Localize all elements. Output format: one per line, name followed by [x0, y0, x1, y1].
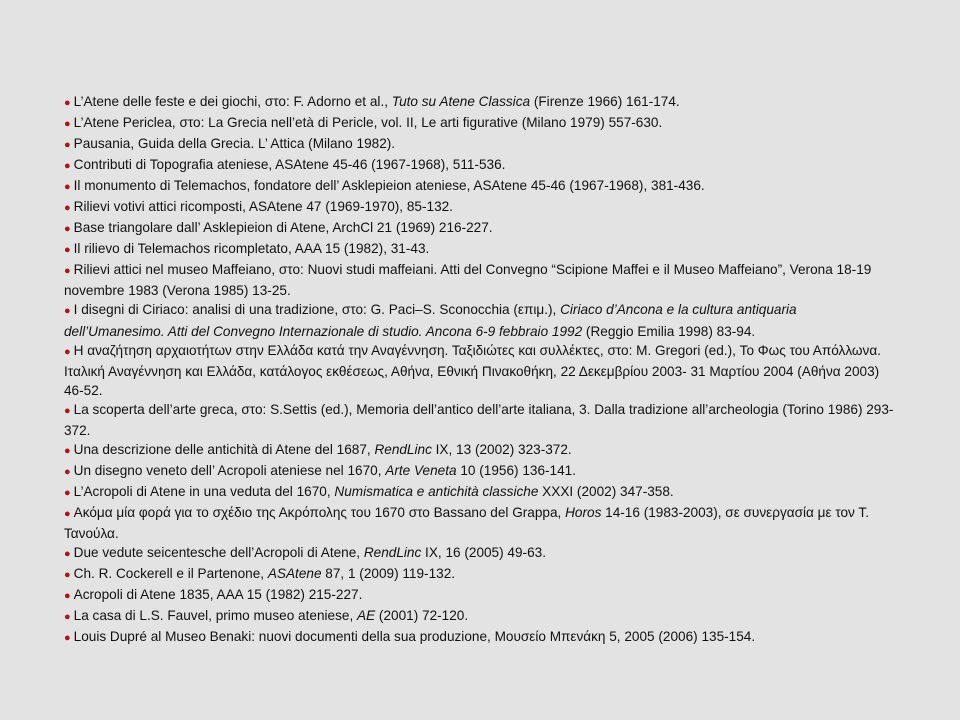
bullet-icon: ●: [64, 507, 71, 520]
entry-text: (Reggio Emilia 1998) 83-94.: [582, 323, 756, 339]
entry-text: Acropoli di Atene 1835, AAA 15 (1982) 215-227.: [73, 587, 363, 603]
entry-text: Contributi di Topografia ateniese, ASAtene 45-46 (1967-1968), 511-536.: [73, 157, 506, 173]
bibliography-entry: [64, 606, 900, 627]
bibliography-entry: [64, 239, 900, 260]
bullet-icon: ●: [64, 244, 71, 257]
bibliography-entry: [64, 627, 900, 648]
bullet-icon: ●: [64, 265, 71, 278]
entry-title-italic: AE: [357, 608, 376, 624]
bullet-icon: ●: [64, 139, 71, 152]
entry-text: Louis Dupré al Museo Benaki: nuovi documenti della sua produzione, Μουσείο Μπενάκη 5, 2005 (2006) 135-154.: [73, 629, 756, 645]
bullet-icon: ●: [64, 548, 71, 561]
bullet-icon: ●: [64, 611, 71, 624]
entry-text: Il rilievo di Telemachos ricompletato, AAA 15 (1982), 31-43.: [73, 241, 430, 257]
entry-text: La casa di L.S. Fauvel, primo museo ateniese,: [73, 608, 358, 624]
bibliography-entry: [64, 400, 900, 440]
bibliography-entry: [64, 176, 900, 197]
bibliography-entry: [64, 503, 900, 543]
entry-text: 87, 1 (2009) 119-132.: [321, 566, 456, 582]
bibliography-entry: [64, 134, 900, 155]
bullet-icon: ●: [64, 97, 71, 109]
entry-text: IX, 16 (2005) 49-63.: [421, 545, 546, 561]
bibliography-entry: [64, 585, 900, 606]
bullet-icon: ●: [64, 202, 71, 215]
entry-text: L’Atene delle feste e dei giochi, στο: F. Adorno et al.,: [73, 94, 392, 109]
entry-text: 14-16 (1983-2003), σε συνεργασία με τον Τ. Τανούλα.: [64, 504, 869, 541]
entry-text: L’Acropoli di Atene in una veduta del 1670,: [73, 483, 335, 499]
entry-text: XXXI (2002) 347-358.: [538, 483, 674, 499]
entry-text: Ch. R. Cockerell e il Partenone,: [73, 566, 268, 582]
entry-title-italic: Ciriaco d’Ancona e la cultura antiquaria dell’Umanesimo. Atti del Convegno Internazionale di studio. Ancona 6-9 febbraio 1992: [64, 302, 797, 339]
entry-title-italic: Tuto su Atene Classica: [391, 94, 531, 109]
bibliography-list: [64, 92, 900, 648]
bibliography-entry: [64, 197, 900, 218]
entry-text: 10 (1956) 136-141.: [456, 462, 576, 478]
bibliography-entry: [64, 155, 900, 176]
entry-title-italic: Arte Veneta: [385, 462, 457, 478]
entry-title-italic: RendLinc: [363, 545, 422, 561]
entry-text: Due vedute seicentesche dell’Acropoli di Atene,: [73, 545, 364, 561]
entry-text: Rilievi votivi attici ricomposti, ASAtene 47 (1969-1970), 85-132.: [73, 199, 453, 215]
bibliography-entry: [64, 461, 900, 482]
bullet-icon: ●: [64, 118, 71, 131]
entry-title-italic: RendLinc: [374, 441, 432, 457]
entry-title-italic: Horos: [565, 504, 602, 520]
bibliography-entry: [64, 92, 900, 113]
bullet-icon: ●: [64, 569, 71, 582]
entry-text: Ακόμα μία φορά για το σχέδιο της Ακρόπολης του 1670 στο Bassano del Grappa,: [73, 504, 566, 520]
entry-text: L’Atene Periclea, στο: La Grecia nell’età di Pericle, vol. II, Le arti figurative (Milano 1979) 557-630.: [73, 115, 663, 131]
entry-text: I disegni di Ciriaco: analisi di una tradizione, στο: G. Paci–S. Sconocchia (επιμ.),: [73, 302, 561, 318]
entry-text: Η αναζήτηση αρχαιοτήτων στην Ελλάδα κατά την Αναγέννηση. Ταξιδιώτες και συλλέκτες, στο: M. Gregori (ed.), Το Φως του Απόλλωνα. Ιταλική Αναγέννηση και Ελλάδα, κατάλογος εκθέσεως, Αθήνα, Εθνική Πινακοθήκη, 22 Δεκεμβρίου 2003- 31 Μαρτίου 2004 (Αθήνα 2003) 46-52.: [64, 342, 881, 398]
bullet-icon: ●: [64, 345, 71, 358]
bullet-icon: ●: [64, 305, 71, 318]
bibliography-entry: [64, 440, 900, 461]
entry-text: Rilievi attici nel museo Maffeiano, στο: Nuovi studi maffeiani. Atti del Convegno “Scipione Maffei e il Museo Maffeiano”, Verona 18-19 novembre 1983 (Verona 1985) 13-25.: [64, 262, 872, 299]
bibliography-entry: [64, 300, 900, 340]
entry-text: Pausania, Guida della Grecia. L’ Attica (Milano 1982).: [73, 136, 396, 152]
entry-text: Un disegno veneto dell’ Acropoli ateniese nel 1670,: [73, 462, 386, 478]
bullet-icon: ●: [64, 486, 71, 499]
entry-text: IX, 13 (2002) 323-372.: [431, 441, 572, 457]
bullet-icon: ●: [64, 465, 71, 478]
bullet-icon: ●: [64, 160, 71, 173]
bibliography-entry: [64, 341, 900, 400]
bibliography-entry: [64, 543, 900, 564]
bullet-icon: ●: [64, 223, 71, 236]
entry-text: Il monumento di Telemachos, fondatore dell’ Asklepieion ateniese, ASAtene 45-46 (1967-1968), 381-436.: [73, 178, 705, 194]
bullet-icon: ●: [64, 181, 71, 194]
bibliography-entry: [64, 113, 900, 134]
entry-title-italic: ASAtene: [267, 566, 322, 582]
bibliography-entry: [64, 218, 900, 239]
entry-text: (2001) 72-120.: [375, 608, 469, 624]
bullet-icon: ●: [64, 590, 71, 603]
entry-text: (Firenze 1966) 161-174.: [530, 94, 680, 109]
entry-text: Base triangolare dall’ Asklepieion di Atene, ArchCl 21 (1969) 216-227.: [73, 220, 493, 236]
bullet-icon: ●: [64, 444, 71, 457]
bibliography-entry: [64, 564, 900, 585]
bibliography-entry: [64, 482, 900, 503]
bullet-icon: ●: [64, 632, 71, 645]
bullet-icon: ●: [64, 404, 71, 417]
entry-title-italic: Numismatica e antichità classiche: [334, 483, 539, 499]
entry-text: La scoperta dell’arte greca, στο: S.Settis (ed.), Memoria dell’antico dell’arte italiana, 3. Dalla tradizione all’archeologia (Torino 1986) 293-372.: [64, 401, 894, 438]
bibliography-entry: [64, 260, 900, 300]
entry-text: Una descrizione delle antichità di Atene del 1687,: [73, 441, 375, 457]
